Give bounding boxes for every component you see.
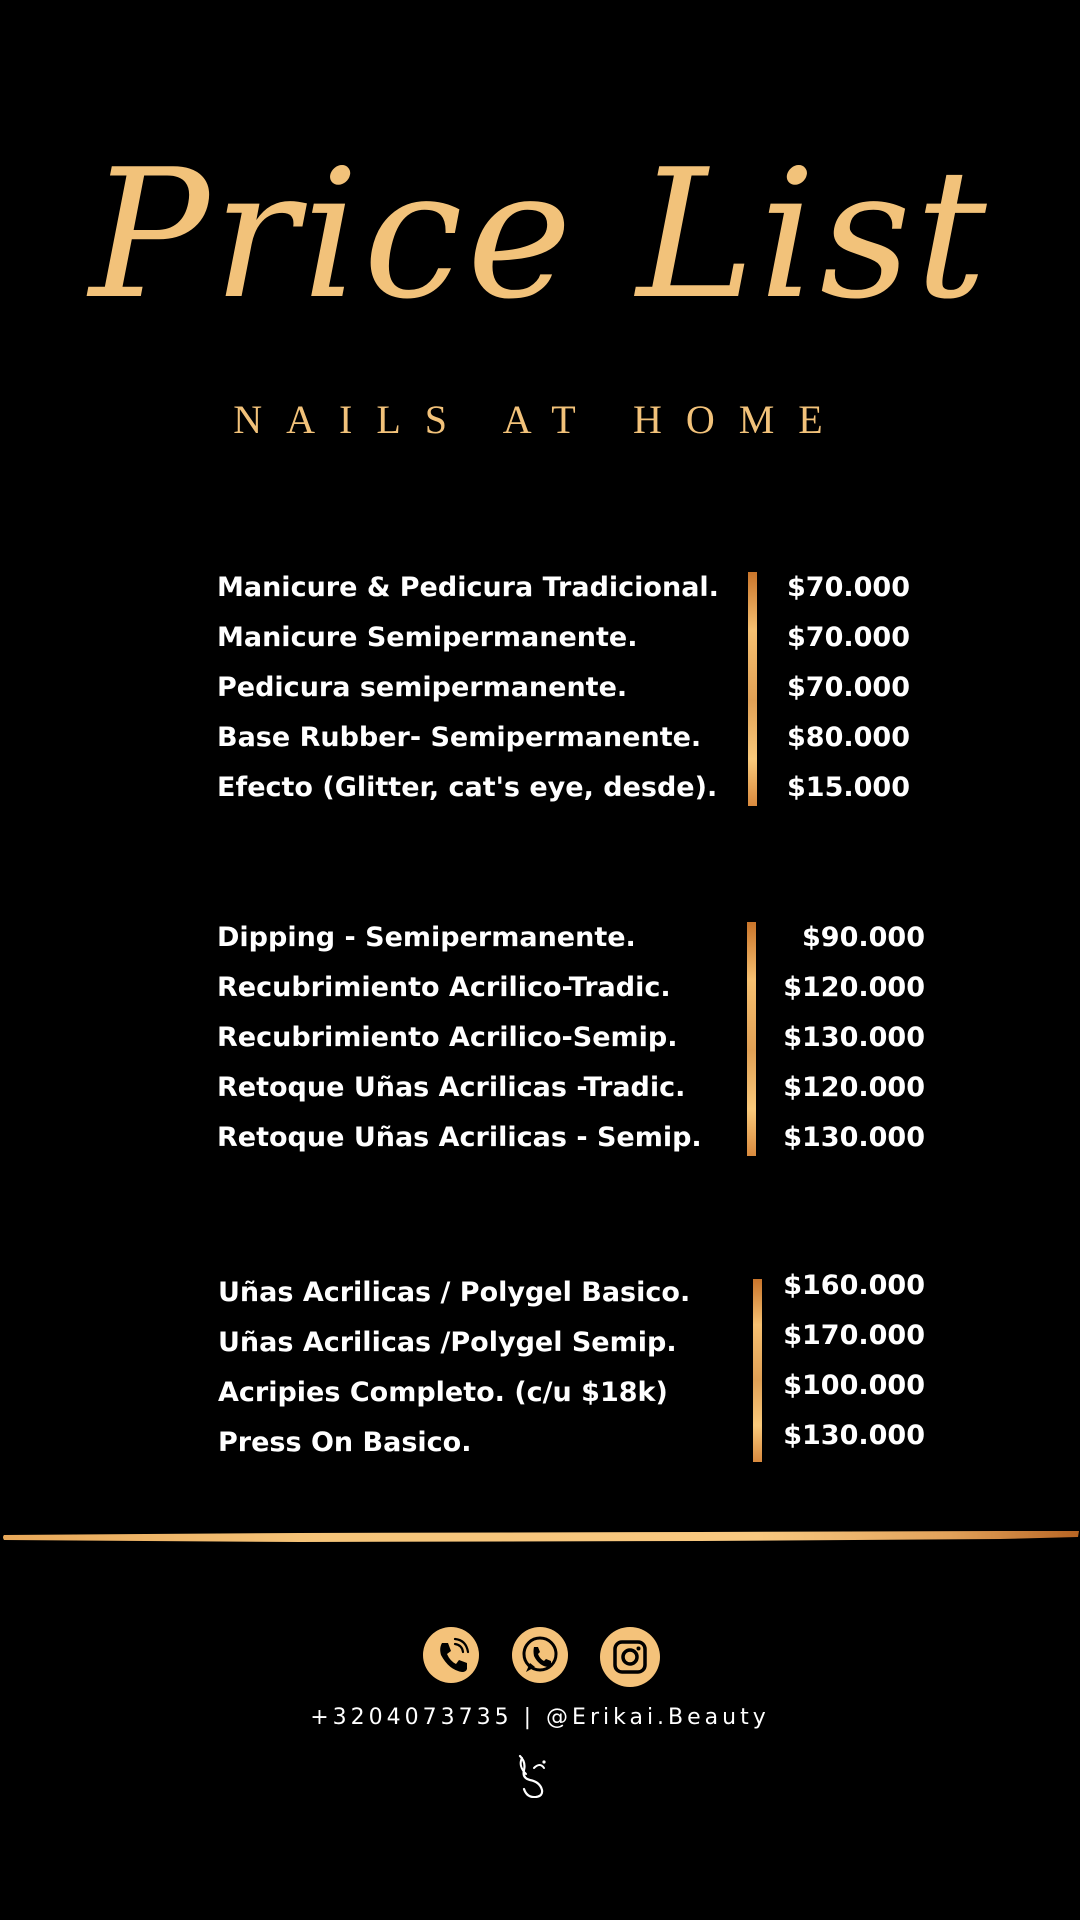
price-list-title-block bbox=[0, 120, 1080, 350]
service-price: $160.000 bbox=[783, 1270, 925, 1301]
phone-icon[interactable] bbox=[423, 1627, 479, 1683]
service-name: Retoque Uñas Acrilicas -Tradic. bbox=[217, 1072, 686, 1103]
service-price: $130.000 bbox=[783, 1122, 925, 1153]
service-name: Recubrimiento Acrilico-Tradic. bbox=[217, 972, 671, 1003]
service-name: Uñas Acrilicas / Polygel Basico. bbox=[218, 1277, 691, 1308]
divider-bar bbox=[747, 922, 756, 1156]
brush-stroke-divider bbox=[0, 1527, 1080, 1547]
service-price: $80.000 bbox=[787, 722, 910, 753]
whatsapp-icon[interactable] bbox=[512, 1627, 568, 1683]
service-price: $130.000 bbox=[783, 1022, 925, 1053]
service-name: Retoque Uñas Acrilicas - Semip. bbox=[217, 1122, 702, 1153]
service-name: Manicure Semipermanente. bbox=[217, 622, 638, 653]
service-name: Acripies Completo. (c/u $18k) bbox=[218, 1377, 668, 1408]
divider-bar bbox=[748, 572, 757, 806]
service-name: Base Rubber- Semipermanente. bbox=[217, 722, 702, 753]
service-name: Press On Basico. bbox=[218, 1427, 472, 1458]
contact-info: +3204073735 | @Erikai.Beauty bbox=[310, 1705, 770, 1730]
service-price: $130.000 bbox=[783, 1420, 925, 1451]
service-name: Uñas Acrilicas /Polygel Semip. bbox=[218, 1327, 677, 1358]
page-subtitle: NAILS AT HOME bbox=[233, 397, 847, 442]
service-name: Pedicura semipermanente. bbox=[217, 672, 628, 703]
service-price: $70.000 bbox=[787, 622, 910, 653]
service-price: $90.000 bbox=[802, 922, 925, 953]
brand-logo bbox=[508, 1748, 556, 1798]
service-price: $120.000 bbox=[783, 1072, 925, 1103]
service-name: Recubrimiento Acrilico-Semip. bbox=[217, 1022, 678, 1053]
service-price: $15.000 bbox=[787, 772, 910, 803]
service-name: Manicure & Pedicura Tradicional. bbox=[217, 572, 719, 603]
instagram-icon[interactable] bbox=[600, 1627, 660, 1687]
service-price: $170.000 bbox=[783, 1320, 925, 1351]
service-price: $70.000 bbox=[787, 572, 910, 603]
page-title: Price List bbox=[89, 131, 991, 338]
service-name: Dipping - Semipermanente. bbox=[217, 922, 636, 953]
service-price: $120.000 bbox=[783, 972, 925, 1003]
service-name: Efecto (Glitter, cat's eye, desde). bbox=[217, 772, 718, 803]
service-price: $70.000 bbox=[787, 672, 910, 703]
service-price: $100.000 bbox=[783, 1370, 925, 1401]
